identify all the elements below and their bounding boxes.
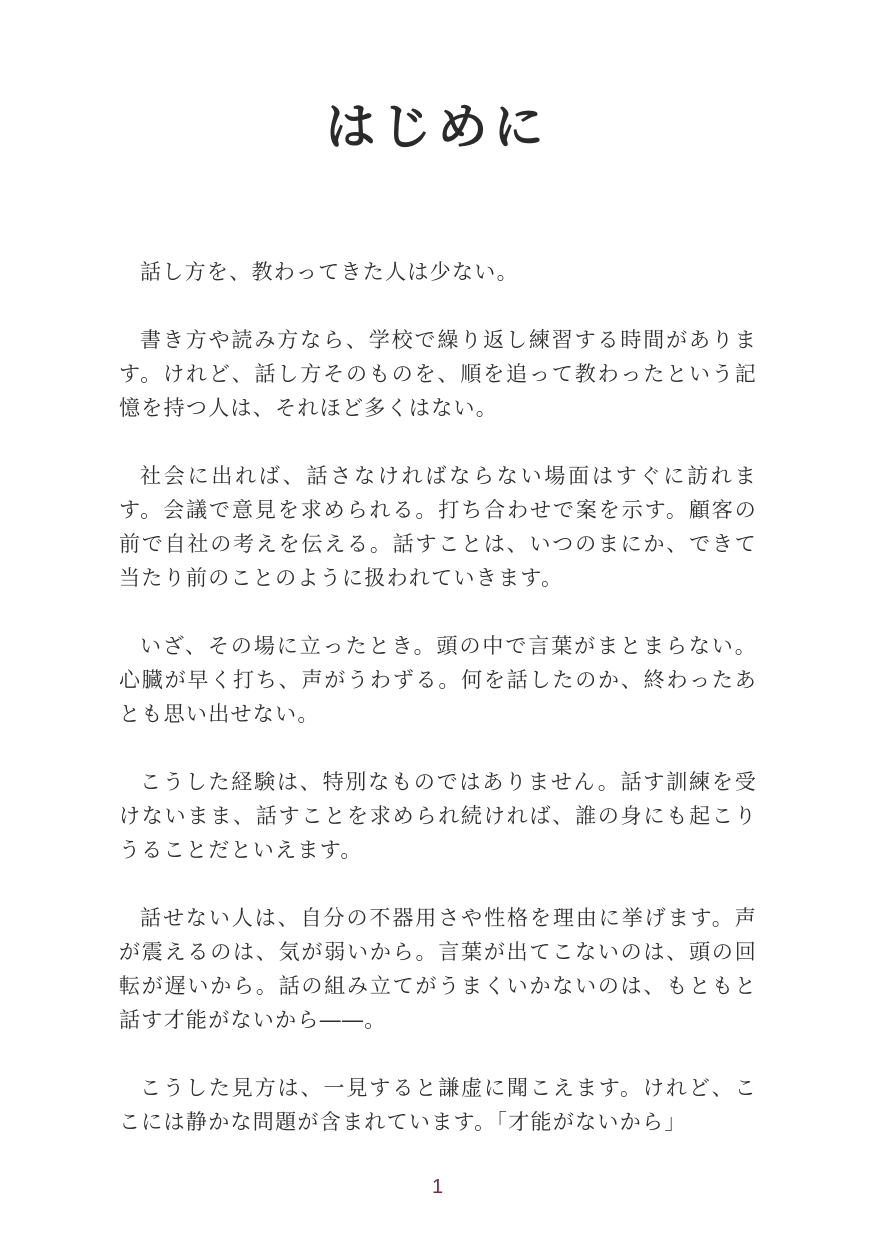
page-title: はじめに	[325, 97, 550, 156]
paragraph: 社会に出れば、話さなければならない場面はすぐに訪れます。会議で意見を求められる。打ち合わせで案を示す。顧客の前で自社の考えを伝える。話すことは、いつのまにか、できて当たり前のことのように扱われていきます。	[119, 464, 757, 590]
page-number: 1	[431, 1176, 444, 1198]
paragraph: 話せない人は、自分の不器用さや性格を理由に挙げます。声が震えるのは、気が弱いから。言葉が出てこないのは、頭の回転が遅いから。話の組み立てがうまくいかないのは、もともと話す才能がないから――。	[119, 906, 757, 1032]
body-text	[119, 255, 757, 1139]
paragraph: いざ、その場に立ったとき。頭の中で言葉がまとまらない。心臓が早く打ち、声がうわずる。何を話したのか、終わったあとも思い出せない。	[119, 634, 757, 726]
paragraph: 話し方を、教わってきた人は少ない。	[140, 260, 519, 284]
paragraph: こうした見方は、一見すると謙虚に聞こえます。けれど、ここには静かな問題が含まれています。「才能がないから」	[119, 1076, 757, 1134]
paragraph: 書き方や読み方なら、学校で繰り返し練習する時間があります。けれど、話し方そのものを、順を追って教わったという記憶を持つ人は、それほど多くはない。	[119, 328, 757, 420]
paragraph: こうした経験は、特別なものではありません。話す訓練を受けないまま、話すことを求められ続ければ、誰の身にも起こりうることだといえます。	[119, 770, 757, 862]
